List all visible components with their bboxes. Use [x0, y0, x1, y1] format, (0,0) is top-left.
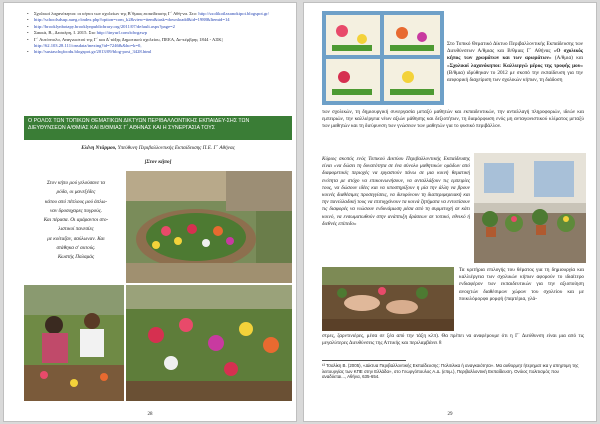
poem-line: ναν δροσοχαρες πογρούς.	[49, 207, 103, 214]
poem-line: Και πέρασα. Οι αμάραντοι στο-	[43, 217, 109, 224]
footnote-rule	[322, 360, 406, 361]
drawings-photo	[322, 11, 444, 105]
children-planting-photo	[24, 285, 124, 401]
body-paragraph: των σχολικών, τη δημιουργική συνεργασία μεταξύ μαθητών και εκπαιδευτικών, την ανταλλαγή πληροφοριών, ιδεών και εμπειριών, την καλλιέργεια νέων αξιών μάθησης και δεξιοτήτων, τη διαμόρφωση ενός μη ανταγωνιστικού κλίματος μεταξύ των μαθητών και τη διεύρυνση των γνώσεων των μαθητών για το φυσικό περιβάλλον.	[322, 109, 584, 130]
reference-link[interactable]: http://tinyurl.com/tdwgzwp	[96, 30, 147, 36]
reference-item	[26, 49, 291, 55]
section-subtitle: [Στον κήπο]	[144, 159, 172, 165]
quote-paragraph: Κύριος σκοπός ενός Τοπικού Δικτύου Περιβαλλοντικής Εκπαίδευσης είναι «να δώσει τη δυνατότητα σε ένα σύνολο μαθητικών ομάδων από διαφορετικές περιοχές να εργαστούν πάνω σε μια κοινή θεματική ενότητα με στόχο να επικοινωνήσουν, να ανταλλάξουν τις εμπειρίες τους, να δώσουν ιδέες και να υποστηρίξουν η μία την άλλη να βρουν κοινές διαθέσιμες προσεγγίσεις, να διευρύνουν τη διαπεριφερειακή και την πανελλαδική τους να επιτυγχάνουν τα κοινά ζητήματα να εντοπίσουν τις διαφορές να νιώσουν ενδυνάμωση μέσα από τη συμμετοχή σε κάτι κοινό, να ενσωματωθούν στην ανάπτυξη δράσεων σε τοπικό, εθνικό ή διεθνές επίπεδο»	[322, 156, 470, 227]
garden-bed-photo	[126, 171, 292, 283]
reference-link[interactable]: http://brooklynbotapy.brooklynpublicbrary.org/2011/07/default.aspx?page=2	[34, 23, 175, 29]
section-banner: Ο ΡΟΛΟΣ ΤΩΝ ΤΟΠΙΚΩΝ ΘΕΜΑΤΙΚΩΝ ΔΙΚΤΥΩΝ ΠΕΡΙΒΑΛΛΟΝΤΙΚΗΣ ΕΚΠΑΙΔΕΥ-ΣΗΣ ΤΩΝ ΔΙΕΥΘΥΝΣΕΩΝ Α/ΘΜΙΑΣ ΚΑΙ Β/ΘΜΙΑΣ Γ΄ ΑΘΗΝΑΣ ΚΑΙ Η ΣΥΝΕΡΓΑΣΙΑ ΤΟΥΣ	[24, 116, 292, 140]
footnote: ¹³ Τσαλίκη Β. (2005), «Δίκτυα Περιβαλλοντικής Εκπαίδευσης: Πολιτιλικα ή αναγκαιότητα». Μα αυθορμητ ήτερηματ ικα γ απηρτιμη της λειτουργίας των ΚΠΕ στην Ελλάδα», στο Γεωργόπουλος Α.Δ. (επιμ.), Περιβαλλοντική Εκπαίδευση. Ονόιος πολιτισμός που αναδύεται..., Αθήνα, 635-654.	[322, 363, 579, 380]
balcony-plants-photo	[474, 153, 586, 263]
poem-line: λιστικοί πανεσίες	[58, 226, 94, 233]
poem	[30, 179, 122, 263]
poem-line: στάθηκα σ' αυτούς.	[56, 245, 96, 252]
hands-planting-photo	[322, 267, 454, 331]
reference-link[interactable]: http://schoolsdsup.aueg.r/index.php?option=com_k2&view=item&task=downloadd&id=1988&Itemid=14	[34, 17, 230, 23]
reference-link[interactable]: http://sxolikoilaxanokipoi.blogspot.gr/	[198, 11, 270, 16]
poem-line: κάτου από πέπλους μού άπλω-	[44, 198, 108, 205]
page-number: 28	[147, 412, 153, 417]
reference-link[interactable]: http://62.103.28.111/onsdata/inexing?id=7246&&ho=k=0,	[34, 43, 142, 49]
poem-line: Στον κήπο μού γελούσανε τα	[46, 180, 106, 186]
author-affiliation: Υπεύθυνη Περιβαλλοντικής Εκπαίδευσης Π.Ε. Γ΄ Αθήνας	[116, 145, 235, 151]
page-number: 29	[447, 412, 453, 417]
closing-paragraph: στρες, ζαρντινιέρες, μέσα σε ξέα από την τάξη κλπ). Θα πρέπει να αναφέρουμε ότι η Γ΄ Διεύθυνση είναι μια από τις μεγαλύτερες Διευθύνσεις της Αττικής και περιλαμβάνει 8	[322, 333, 584, 347]
reference-list	[26, 11, 291, 56]
author-name: Ελένη Ντάρμου,	[81, 145, 117, 151]
right-page	[303, 2, 597, 422]
criteria-paragraph: Τα κριτήρια επιλογής του θέματος για τη δημιουργία και καλλιέργεια των σχολικών κήπων αφορούν το ιδιαίτερο ενδιαφέρον των εκπαιδευτικών για την αξιοποίηση ανοιχτών διαθέσιμων χώρων του σχολείου και με ποικιλόμορφο ρομφή (παρτέρια, γλά-	[459, 267, 584, 302]
poem-author: Κωστής Παλαμάς	[57, 254, 95, 261]
left-page	[3, 2, 297, 422]
reference-item: • Γ΄ Αυτόπτολο, Αναγνωστού της Γ΄ και Δ΄τάξης Δημοτικού σχολείου, ΠΕΕΑ, Δε-κέμβρης 1844 - ΑΞΚ| http://62.103.28.111/onsdata/inexing?id=7246&&ho=k=0,	[26, 37, 291, 50]
reference-item: • Σχολικοί λαχανόκηποι: οι κήποι των σχολείων της Β΄θμιας εκπαίδευσης Γ΄ Αθή-να. Στο: http://sxolikoilaxanokipoi.blogspot.gr/	[26, 11, 291, 17]
flowers-photo	[126, 285, 292, 401]
intro-paragraph: Στο Τοπικό Θεματικό Δίκτυο Περιβαλλοντικής Εκπαίδευσης των Διευθύνσεων Α/θμιας και Β/θμιας Γ΄ Αθήνας «Ο σχολικός κήπος των χρωμάτων και των αρωμάτων» (Α/θμια) και «Σχολικοί λαχανόκηποι: Καλλιεργώ μέρος της τροφής μου» (Β/θμια) ιδρύθηκαν το 2012 με σκοπό την εκπαίδευση για την αειφορική διαχείριση των σχολικών κήπων, τη διάδοση	[447, 41, 583, 84]
reference-item: • Σακκά, Β., Δεσσέρη, Ι. 2015. Στο http://tinyurl.com/tdwgzwp	[26, 30, 291, 36]
author-line	[24, 145, 292, 151]
reference-link[interactable]: http://sustaschqfoodu.blogspot.gr/2013/09/blog-post_3428.html	[34, 49, 152, 55]
poem-line: με κοίταζαν, σαύλωναν. Και	[47, 235, 105, 242]
poem-line: ρόδα, οι μανεξέδες	[56, 189, 96, 196]
